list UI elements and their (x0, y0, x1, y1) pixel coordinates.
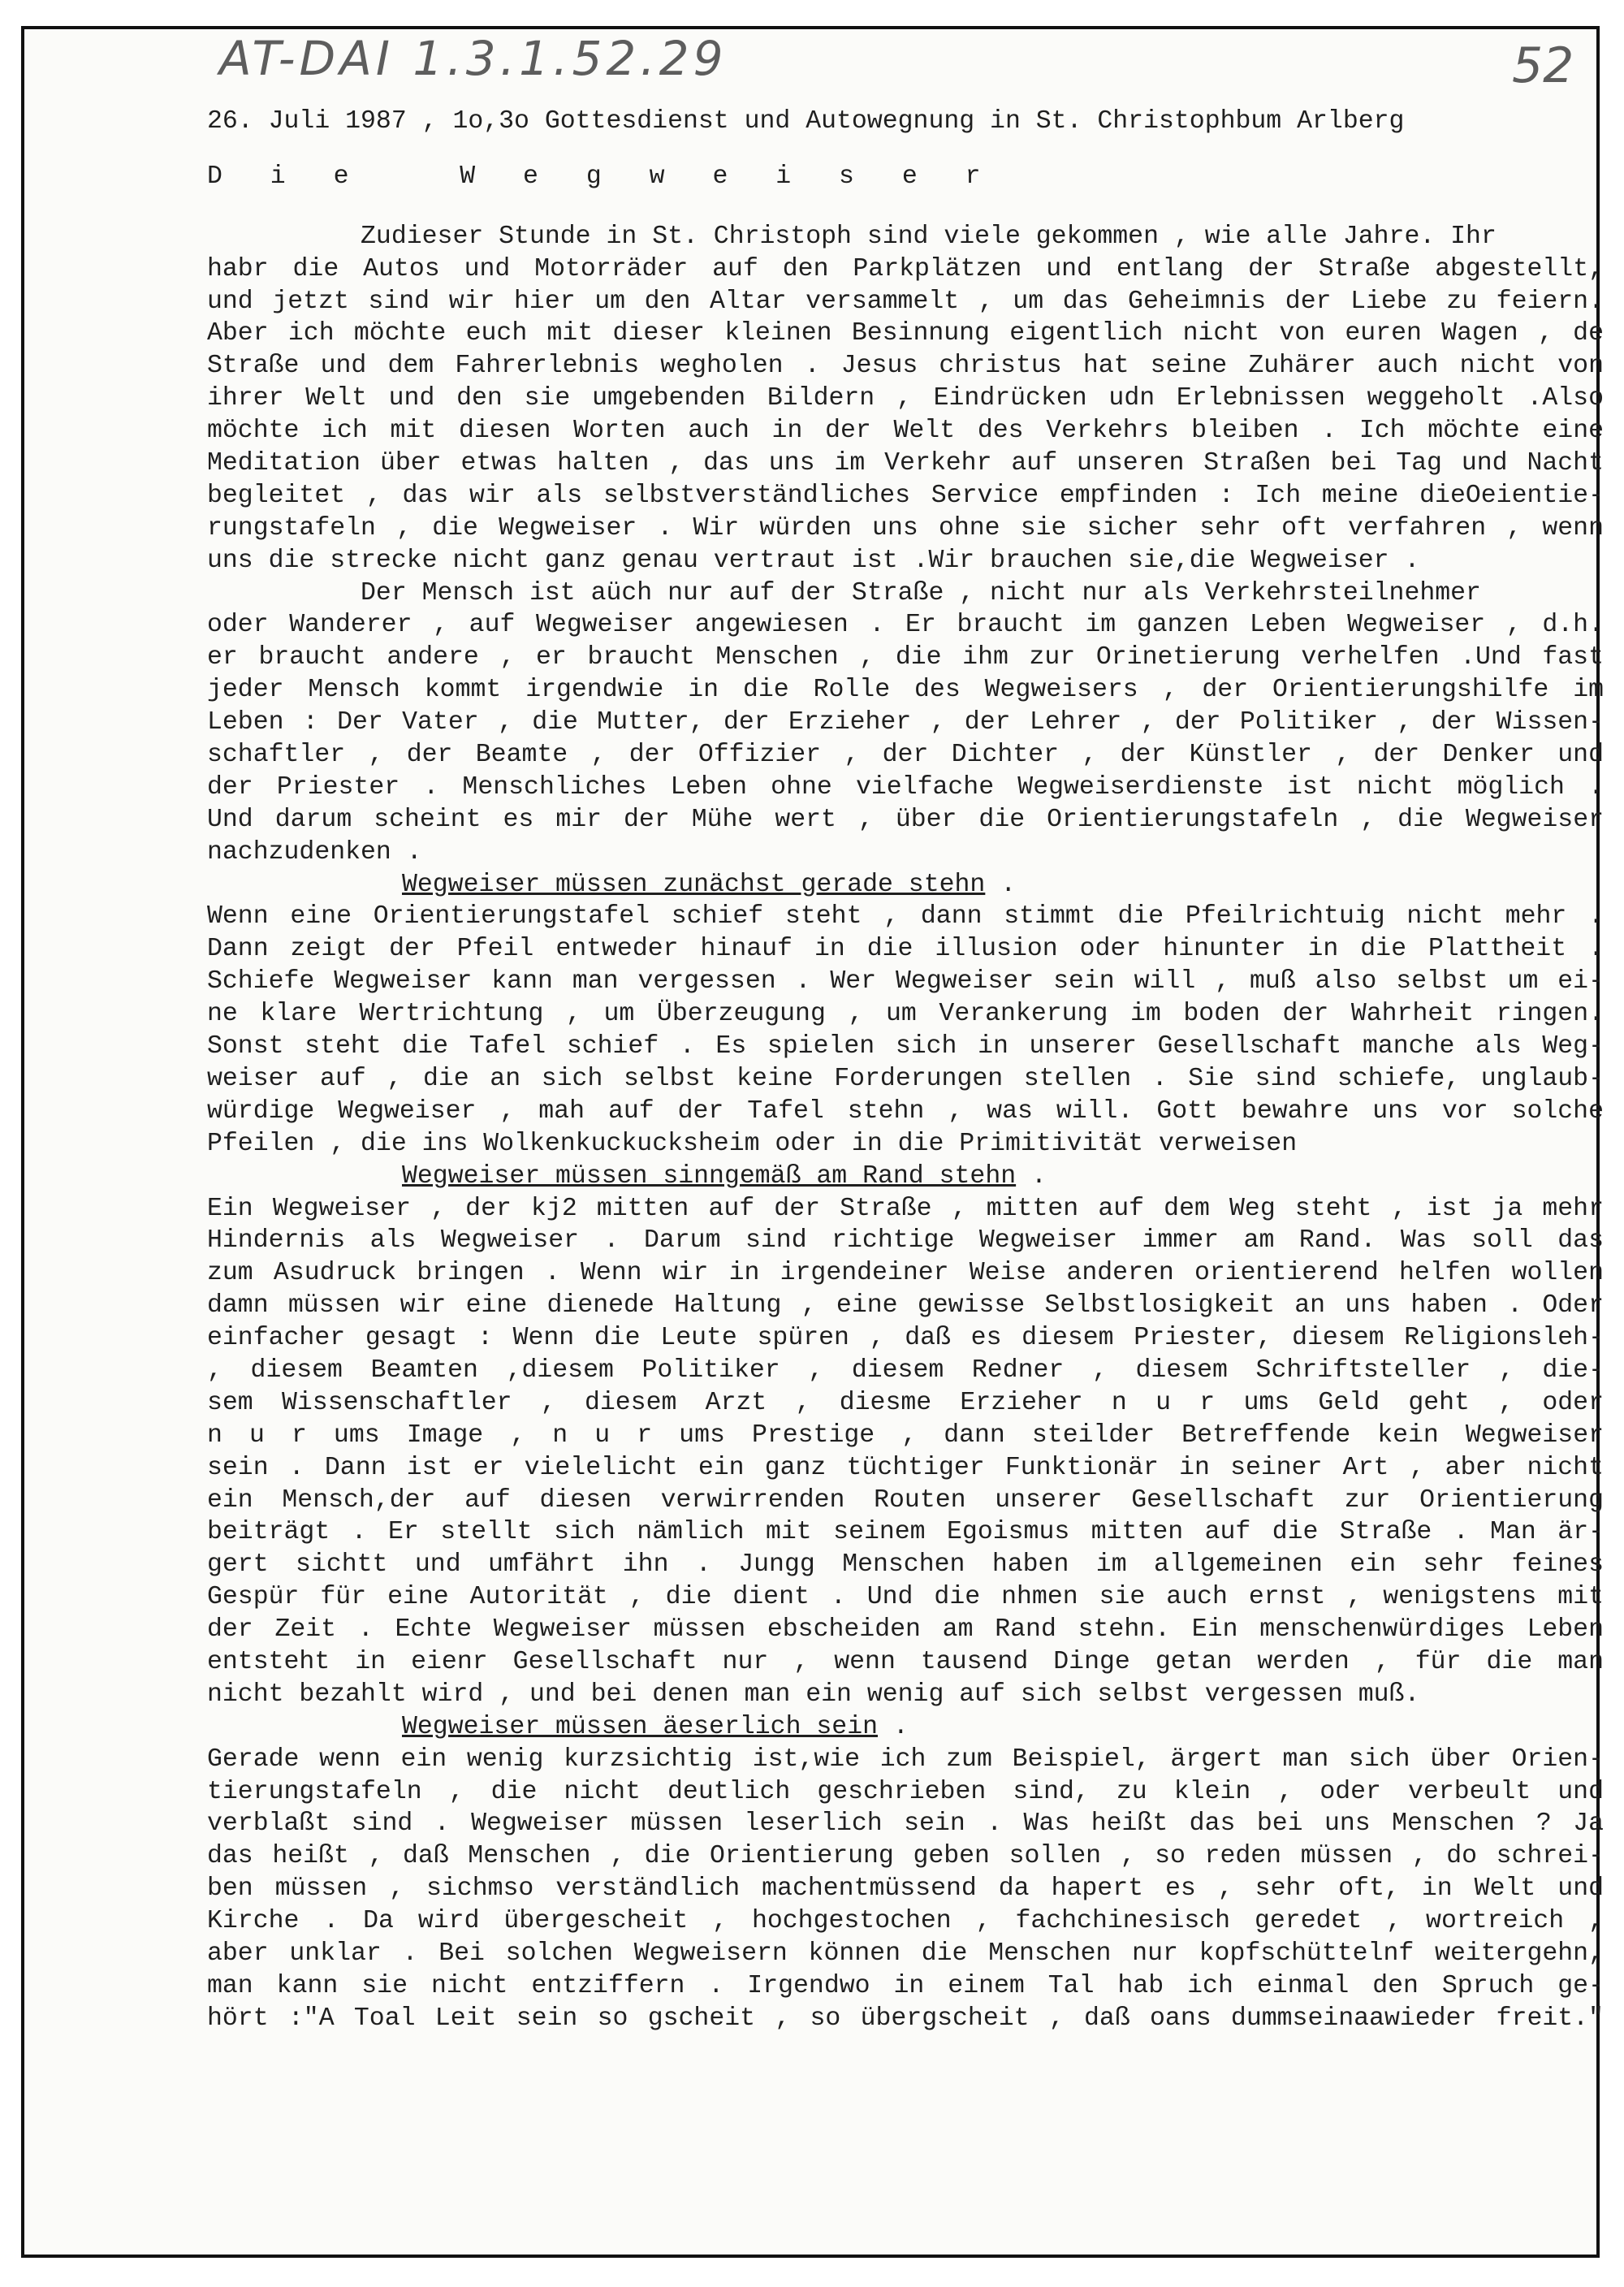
text-line: beiträgt . Er stellt sich nämlich mit seinem Egoismus mitten auf die Straße . Man är- (207, 1518, 1604, 1547)
text-line: tierungstafeln , die nicht deutlich geschrieben sind, zu klein , oder verbeult und (207, 1777, 1604, 1806)
text-line: , diesem Beamten ,diesem Politiker , diesem Redner , diesem Schriftsteller , die- (207, 1355, 1604, 1385)
page-number: 52 (1512, 37, 1574, 94)
text-line: entsteht in eienr Gesellschaft nur , wenn tausend Dinge getan werden , für die man (207, 1647, 1604, 1676)
text-line: Dann zeigt der Pfeil entweder hinauf in die illusion oder hinunter in die Plattheit . (207, 935, 1604, 964)
text-line: und jetzt sind wir hier um den Altar versammelt , um das Geheimnis der Liebe zu feiern. (207, 287, 1604, 316)
document-title: D i e W e g w e i s e r (207, 162, 997, 191)
text-line: Leben : Der Vater , die Mutter, der Erzieher , der Lehrer , der Politiker , der Wissen- (207, 708, 1604, 737)
section-heading: Wegweiser müssen zunächst gerade stehn . (402, 870, 1017, 899)
text-line: nicht bezahlt wird , und bei denen man ein wenig auf sich selbst vergessen muß. (207, 1680, 1420, 1709)
text-line: Gerade wenn ein wenig kurzsichtig ist,wie ich zum Beispiel, ärgert man sich über Orien- (207, 1744, 1604, 1774)
text-line: habr die Autos und Motorräder auf den Parkplätzen und entlang der Straße abgestellt, (207, 254, 1604, 283)
text-line: jeder Mensch kommt irgendwie in die Rolle des Wegweisers , der Orientierungshilfe im (207, 676, 1604, 705)
text-line: Und darum scheint es mir der Mühe wert , über die Orientierungstafeln , die Wegweiser (207, 805, 1604, 834)
text-line: n u r ums Image , n u r ums Prestige , dann steilder Betreffende kein Wegweiser (207, 1420, 1604, 1450)
text-line: Sonst steht die Tafel schief . Es spielen sich in unserer Gesellschaft manche als Weg- (207, 1032, 1604, 1061)
text-line: Aber ich möchte euch mit dieser kleinen Besinnung eigentlich nicht von euren Wagen , de (207, 319, 1604, 348)
typed-text (207, 106, 1604, 2035)
text-line: gert sichtt und umfährt ihn . Jungg Menschen haben im allgemeinen ein sehr feines (207, 1550, 1604, 1580)
text-line: Straße und dem Fahrerlebnis wegholen . Jesus christus hat seine Zuhärer auch nicht von (207, 352, 1604, 381)
text-line: aber unklar . Bei solchen Wegweisern können die Menschen nur kopfschüttelnf weitergehn, (207, 1939, 1604, 1968)
text-line: Meditation über etwas halten , das uns im Verkehr auf unseren Straßen bei Tag und Nacht (207, 449, 1604, 478)
text-line: ein Mensch,der auf diesen verwirrenden Routen unserer Gesellschaft zur Orientierung (207, 1485, 1604, 1515)
section (207, 1711, 1604, 2035)
text-line: der Priester . Menschliches Leben ohne vielfache Wegweiserdienste ist nicht möglich . (207, 772, 1604, 802)
text-line: würdige Wegweiser , mah auf der Tafel stehn , was will. Gott bewahre uns vor solche (207, 1096, 1604, 1126)
spacer (207, 193, 1604, 221)
section-heading-text: Wegweiser müssen zunächst gerade stehn (402, 870, 986, 899)
text-line: ben müssen , sichmso verständlich machentmüssend da hapert es , sehr oft, in Welt und (207, 1874, 1604, 1904)
section-heading-text: Wegweiser müssen äeserlich sein (402, 1712, 878, 1741)
text-line: Kirche . Da wird übergescheit , hochgestochen , fachchinesisch geredet , wortreich , (207, 1907, 1604, 1936)
text-line: zum Asudruck bringen . Wenn wir in irgendeiner Weise anderen orientierend helfen wollen (207, 1259, 1604, 1288)
text-line: das heißt , daß Menschen , die Orientierung geben sollen , so reden müssen , do schrei- (207, 1842, 1604, 1871)
section (207, 869, 1604, 1161)
text-line: Der Mensch ist aüch nur auf der Straße , nicht nur als Verkehrsteilnehmer (207, 578, 1481, 607)
text-line: hört :"A Toal Leit sein so gscheit , so übergscheit , daß oans dummseinaawieder freit." (207, 2004, 1604, 2033)
intro-paragraph (207, 221, 1604, 869)
section-heading: Wegweiser müssen sinngemäß am Rand stehn . (402, 1161, 1047, 1191)
section (207, 1161, 1604, 1711)
text-line: verblaßt sind . Wegweiser müssen leserlich sein . Was heißt das bei uns Menschen ? Ja (207, 1809, 1604, 1839)
text-line: Schiefe Wegweiser kann man vergessen . Wer Wegweiser sein will , muß also selbst um ei- (207, 967, 1604, 997)
text-line: schaftler , der Beamte , der Offizier , der Dichter , der Künstler , der Denker und (207, 741, 1604, 770)
text-line: Zudieser Stunde in St. Christoph sind viele gekommen , wie alle Jahre. Ihr (207, 222, 1497, 251)
text-line: weiser auf , die an sich selbst keine Forderungen stellen . Sie sind schiefe, unglaub- (207, 1064, 1604, 1093)
text-line: sem Wissenschaftler , diesem Arzt , diesme Erzieher n u r ums Geld geht , oder (207, 1388, 1604, 1417)
text-line: Wenn eine Orientierungstafel schief steht , dann stimmt die Pfeilrichtuig nicht mehr . (207, 902, 1604, 932)
text-line: damn müssen wir eine dienede Haltung , eine gewisse Selbstlosigkeit an uns haben . Oder (207, 1291, 1604, 1321)
sections (207, 869, 1604, 2035)
text-line: er braucht andere , er braucht Menschen , die ihm zur Orinetierung verhelfen .Und fast (207, 643, 1604, 672)
text-line: nachzudenken . (207, 837, 422, 867)
section-heading: Wegweiser müssen äeserlich sein . (402, 1712, 909, 1741)
text-line: einfacher gesagt : Wenn die Leute spüren , daß es diesem Priester, diesem Religionsleh- (207, 1324, 1604, 1353)
text-line: ne klare Wertrichtung , um Überzeugung , um Verankerung im boden der Wahrheit ringen. (207, 1000, 1604, 1029)
archive-signature: AT-DAI 1.3.1.52.29 (219, 31, 728, 86)
text-line: Gespür für eine Autorität , die dient . Und die nhmen sie auch ernst , wenigstens mit (207, 1583, 1604, 1612)
text-line: man kann sie nicht entziffern . Irgendwo in einem Tal hab ich einmal den Spruch ge- (207, 1971, 1604, 2000)
text-line: Pfeilen , die ins Wolkenkuckucksheim oder in die Primitivität verweisen (207, 1129, 1298, 1158)
text-line: Hindernis als Wegweiser . Darum sind richtige Wegweiser immer am Rand. Was soll das (207, 1226, 1604, 1256)
text-line: Ein Wegweiser , der kj2 mitten auf der Straße , mitten auf dem Weg steht , ist ja mehr (207, 1194, 1604, 1223)
text-line: uns die strecke nicht ganz genau vertraut ist .Wir brauchen sie,die Wegweiser . (207, 546, 1420, 575)
text-line: begleitet , das wir als selbstverständliches Service empfinden : Ich meine dieOeientie- (207, 481, 1604, 510)
text-line: ihrer Welt und den sie umgebenden Bildern , Eindrücken udn Erlebnissen weggeholt .Also (207, 384, 1604, 413)
text-line: oder Wanderer , auf Wegweiser angewiesen . Er braucht im ganzen Leben Wegweiser , d.h. (207, 611, 1604, 640)
text-line: der Zeit . Echte Wegweiser müssen ebscheiden am Rand stehn. Ein menschenwürdiges Leben (207, 1615, 1604, 1645)
text-line: möchte ich mit diesen Worten auch in der Welt des Verkehrs bleiben . Ich möchte eine (207, 417, 1604, 446)
text-line: sein . Dann ist er vielelicht ein ganz tüchtiger Funktionär in seiner Art , aber nicht (207, 1453, 1604, 1482)
section-heading-text: Wegweiser müssen sinngemäß am Rand stehn (402, 1161, 1017, 1191)
text-line: rungstafeln , die Wegweiser . Wir würden uns ohne sie sicher sehr oft verfahren , wenn (207, 513, 1604, 543)
header-line: 26. Juli 1987 , 1o,3o Gottesdienst und Autowegnung in St. Christophbum Arlberg (207, 107, 1405, 136)
